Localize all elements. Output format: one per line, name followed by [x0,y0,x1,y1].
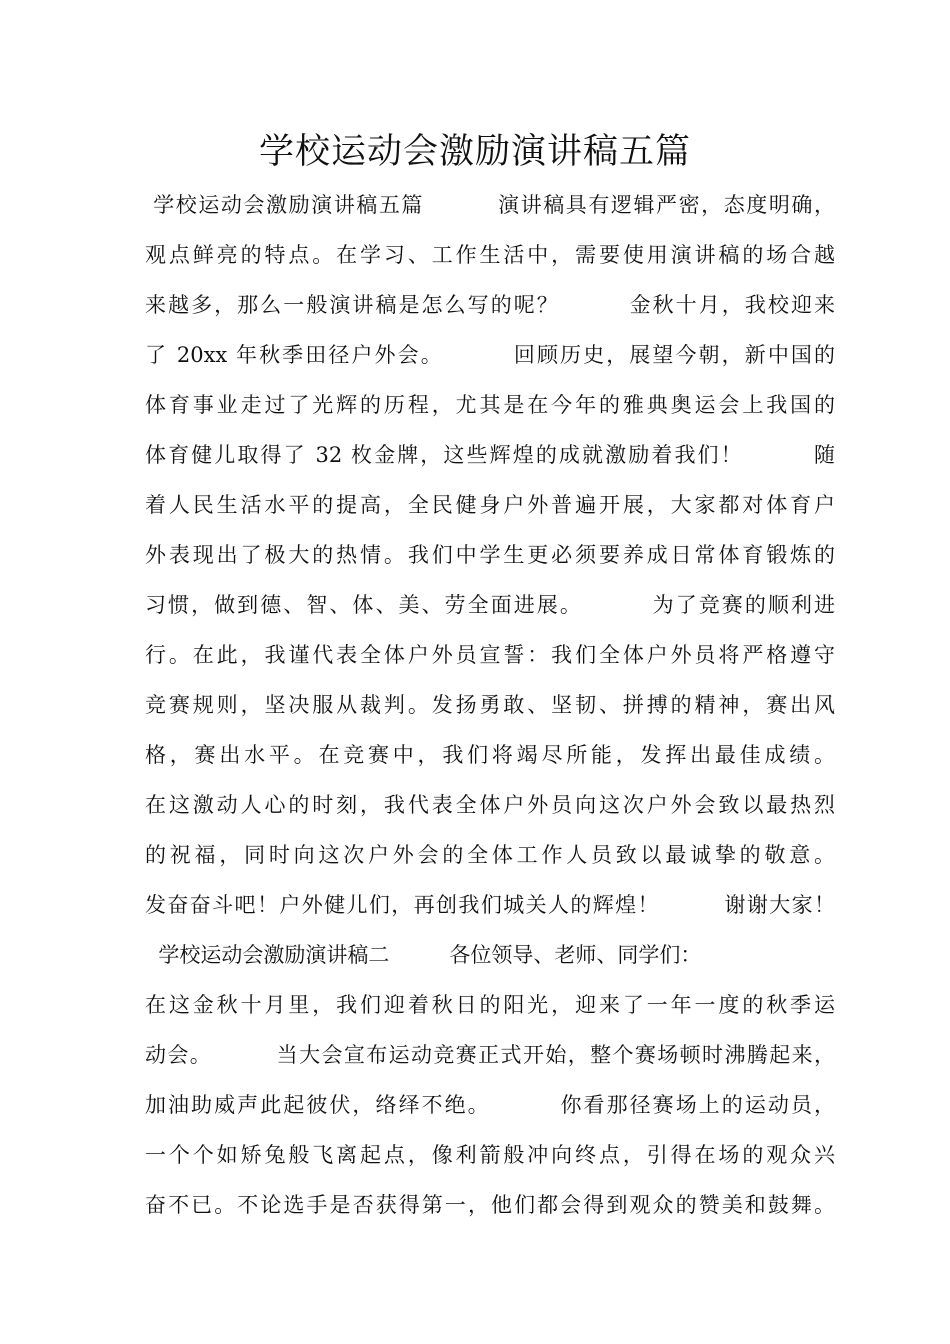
body-line: 来越多，那么一般演讲稿是怎么写的呢？ 金秋十月，我校迎来 [145,293,835,317]
body-line: 发奋奋斗吧！户外健儿们，再创我们城关人的辉煌！ 谢谢大家！ [145,893,835,917]
body-line: 格，赛出水平。在竞赛中，我们将竭尽所能，发挥出最佳成绩。 [145,743,835,767]
body-line: 动会。 当大会宣布运动竞赛正式开始，整个赛场顿时沸腾起来， [145,1043,835,1067]
body-line: 观点鲜亮的特点。在学习、工作生活中，需要使用演讲稿的场合越 [145,243,835,267]
body-line: 行。在此，我谨代表全体户外员宣誓：我们全体户外员将严格遵守 [145,643,835,667]
body-line: 外表现出了极大的热情。我们中学生更必须要养成日常体育锻炼的 [145,543,835,567]
body-line: 着人民生活水平的提高，全民健身户外普遍开展，大家都对体育户 [145,493,835,517]
body-line: 在这金秋十月里，我们迎着秋日的阳光，迎来了一年一度的秋季运 [145,993,835,1017]
document-body [145,180,835,1230]
body-line: 学校运动会激励演讲稿五篇 演讲稿具有逻辑严密，态度明确， [145,193,835,217]
body-line: 奋不已。不论选手是否获得第一，他们都会得到观众的赞美和鼓舞。 [145,1193,835,1217]
body-line: 体育健儿取得了 32 枚金牌，这些辉煌的成就激励着我们！ 随 [145,443,835,467]
body-line: 的祝福，同时向这次户外会的全体工作人员致以最诚挚的敬意。 [145,843,835,867]
body-line: 体育事业走过了光辉的历程，尤其是在今年的雅典奥运会上我国的 [145,393,835,417]
body-line: 一个个如矫兔般飞离起点，像利箭般冲向终点，引得在场的观众兴 [145,1143,835,1167]
body-line: 习惯，做到德、智、体、美、劳全面进展。 为了竞赛的顺利进 [145,593,835,617]
body-line: 了 20xx 年秋季田径户外会。 回顾历史，展望今朝，新中国的 [145,343,835,367]
document-title: 学校运动会激励演讲稿五篇 [258,132,691,172]
body-line: 在这激动人心的时刻，我代表全体户外员向这次户外会致以最热烈 [145,793,835,817]
body-line: 学校运动会激励演讲稿二 各位领导、老师、同学们： [145,943,702,967]
body-line: 加油助威声此起彼伏，络绎不绝。 你看那径赛场上的运动员， [145,1093,835,1117]
body-line: 竞赛规则，坚决服从裁判。发扬勇敢、坚韧、拼搏的精神，赛出风 [145,693,835,717]
